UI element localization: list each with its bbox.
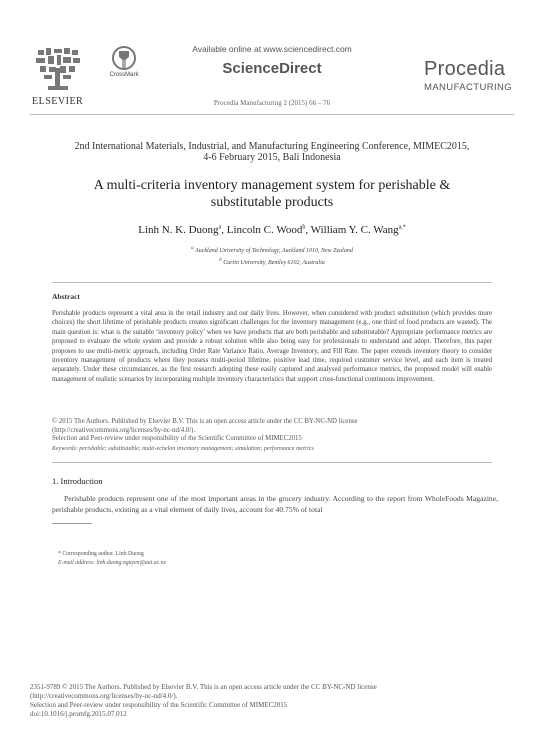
elsevier-tree-logo: [32, 46, 84, 94]
affiliation-text: Auckland University of Technology, Auckland 1010, New Zealand: [195, 248, 353, 254]
abstract-heading: Abstract: [52, 292, 80, 301]
keywords-line: [52, 446, 492, 452]
title-line-2: substitutable products: [210, 195, 334, 210]
affiliations: [40, 244, 504, 268]
footnote: [58, 550, 498, 568]
abstract-top-divider: [52, 282, 492, 283]
footnote-divider: [52, 523, 92, 524]
copyright-block: [52, 418, 492, 444]
affiliation-item: [40, 256, 504, 268]
keywords-label: Keywords:: [52, 446, 78, 452]
copyright-line: © 2015 The Authors. Published by Elsevier B.V. This is an open access article under the CC BY-NC-ND license: [52, 418, 358, 425]
title-line-1: A multi-criteria inventory management system for perishable &: [93, 178, 451, 193]
issn-copyright-line: 2351-9789 © 2015 The Authors. Published by Elsevier B.V. This is an open access article under the CC BY-NC-ND license: [30, 683, 377, 691]
section-heading-introduction: 1. Introduction: [52, 476, 103, 486]
author-name: Linh N. K. Duong: [138, 224, 219, 236]
affiliation-sup: a: [191, 246, 194, 251]
peer-review-line: Selection and Peer-review under responsibility of the Scientific Committee of MIMEC2015: [52, 435, 302, 443]
author-affil-sup: a,*: [398, 224, 406, 231]
email-address[interactable]: E-mail address: linh.duong.nguyen@aut.ac.nz: [58, 560, 166, 566]
abstract-body: Perishable products represent a vital area in the retail industry and our daily lives. However, when considered with product substitution (which provides more choices) the short lifetime of perishable products creates significant challenges for the inventory management (e.g., one third of food products are wasted). The main question is: what is the suitable ‘inventory policy’ when we have products that are both perishable and substitutable? Appropriate performance metrics are proposed to evaluate the whole system and provide a robust solution while also being easy for professionals to understand and adopt. Therefore, this paper proposes to use multi-metric approach, including Order Rate Variance Ratio, Average Inventory, and Fill Rate. The paper extends inventory theory to consider inventory management of products where they possess multi-period lifetime, positive lead time, required customer service level, and each item is treated separately. Under these circumstances, as the first research adopting these easily captured and analysed performance metrics, the proposed model will enable management of realistic scenarios by incorporating multiple inventory characteristics that support cross-functional continuous improvement.: [52, 310, 492, 383]
affiliation-sup: b: [219, 258, 222, 263]
corresponding-author: * Corresponding author. Linh Duong: [58, 551, 144, 557]
abstract-bottom-divider: [52, 462, 492, 463]
author-list: Linh N. K. Duong$^a$, Lincoln C. Wood$^b$, William Y. C. Wang$^{a,*}$: [138, 224, 406, 236]
bottom-peer-review: Selection and Peer-review under responsibility of the Scientific Committee of MIMEC2015: [30, 701, 288, 709]
conference-info: [40, 141, 504, 163]
crossmark-label: CrossMark: [109, 72, 139, 78]
affiliation-item: [40, 244, 504, 256]
introduction-body: Perishable products represent one of the most important areas in the grocery industry. According to the report from WholeFoods Magazine, perishable products, existing as a vital element of daily lives, account for 40.75% of total: [52, 494, 498, 514]
paper-title: [40, 177, 504, 211]
procedia-logo: Procedia: [424, 58, 506, 80]
conference-line-2: 4-6 February 2015, Bali Indonesia: [203, 152, 341, 163]
doi-line[interactable]: doi:10.1016/j.promfg.2015.07.012: [30, 710, 127, 718]
bottom-license-link[interactable]: (http://creativecommons.org/licenses/by-nc-nd/4.0/).: [30, 692, 178, 700]
procedia-subtitle: MANUFACTURING: [424, 82, 513, 93]
journal-reference: Procedia Manufacturing 2 (2015) 66 – 76: [213, 99, 331, 107]
author-name: Lincoln C. Wood: [226, 224, 303, 236]
elsevier-wordmark: ELSEVIER: [32, 96, 84, 107]
author-name: William Y. C. Wang: [310, 224, 399, 236]
license-link[interactable]: (http://creativecommons.org/licenses/by-nc-nd/4.0/).: [52, 426, 196, 434]
author-affil-sup: b: [302, 224, 306, 231]
affiliation-text: Curtin University, Bentley 6102, Australia: [223, 260, 325, 266]
author-affil-sup: a: [218, 224, 222, 231]
keywords-list: perishable; substitutable; multi-echelon inventory management; simulation; performance metrics: [79, 446, 314, 452]
available-online-link[interactable]: Available online at www.sciencedirect.com: [192, 44, 352, 54]
sciencedirect-logo: ScienceDirect: [222, 60, 322, 77]
bottom-matter: [30, 683, 510, 719]
conference-line-1: 2nd International Materials, Industrial, and Manufacturing Engineering Conference, MIMEC2015,: [74, 141, 470, 152]
header-divider: [30, 114, 514, 115]
